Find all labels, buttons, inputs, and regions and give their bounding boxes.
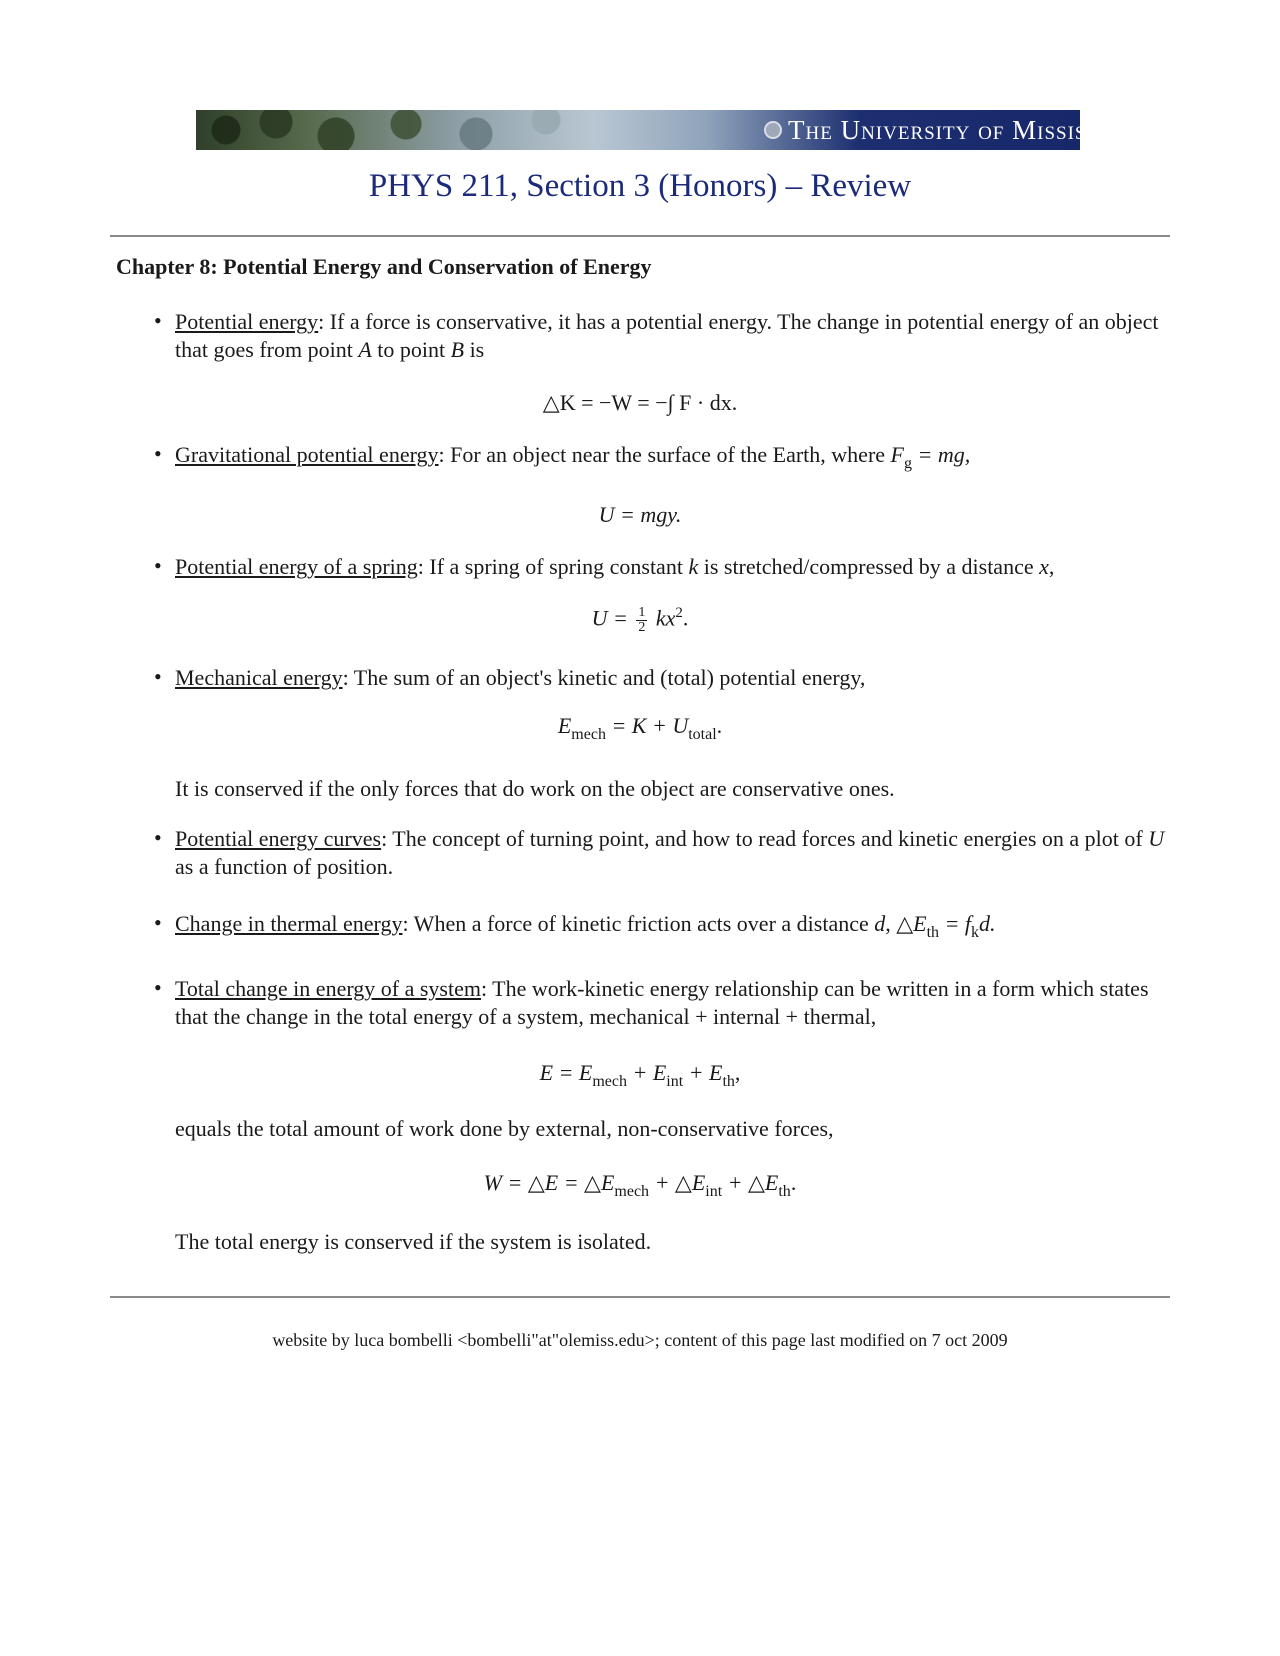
term-spring: Potential energy of a spring — [175, 554, 418, 579]
eq-part: + E — [683, 1060, 723, 1085]
eq-sub: th — [778, 1183, 791, 1200]
item-text: is — [464, 337, 485, 362]
page-footer: website by luca bombelli <bombelli"at"olemiss.edu>; content of this page last modified on 7 oct 2009 — [272, 1330, 1008, 1350]
symbol-u: U — [1148, 826, 1165, 851]
eq-exponent: 2 — [675, 605, 683, 621]
eq-sub: int — [705, 1183, 723, 1200]
equation-gravitational: U = mgy. — [598, 502, 682, 527]
bullet-curves: • — [154, 825, 162, 850]
eq-end: . — [790, 1170, 797, 1195]
eq-part: + △E — [722, 1170, 779, 1195]
term-potential-energy: Potential energy — [175, 309, 319, 334]
eq-e: E — [557, 713, 572, 738]
item-text: : If a force is conservative, it has a potential energy. The change in potential energy of an object that goes from point — [175, 309, 1159, 362]
term-curves: Potential energy curves — [175, 826, 382, 851]
force-rhs: = mg, — [912, 442, 971, 467]
item-curves — [175, 825, 1165, 881]
eq-end: d. — [979, 911, 996, 936]
bullet-mechanical: • — [154, 664, 162, 689]
eq-rhs: kx — [650, 605, 676, 631]
item-mechanical — [175, 664, 1165, 692]
distance-d: d — [874, 911, 886, 936]
bullet-gravitational: • — [154, 441, 162, 466]
eq-part: W = △E = △E — [483, 1170, 615, 1195]
eq-part: + E — [626, 1060, 667, 1085]
bullet-spring: • — [154, 553, 162, 578]
bullet-thermal: • — [154, 910, 162, 935]
university-banner — [196, 110, 1136, 150]
equation-total-energy — [0, 1060, 1280, 1091]
item-text: , — [1048, 554, 1055, 579]
bullet-potential-energy: • — [154, 308, 162, 333]
university-name: The University of Mississippi — [788, 115, 1136, 145]
banner-trees-image — [196, 110, 616, 150]
force-subscript: g — [904, 455, 912, 472]
term-total: Total change in energy of a system — [175, 976, 481, 1001]
university-seal-icon — [764, 121, 782, 139]
distance-x: x — [1039, 554, 1049, 579]
top-divider — [110, 235, 1170, 237]
equation-spring — [0, 605, 1280, 635]
eq-fk: = f — [939, 911, 972, 936]
mechanical-note: It is conserved if the only forces that do work on the object are conservative ones. — [175, 776, 895, 801]
item-total — [175, 975, 1165, 1031]
fk-sub: k — [971, 924, 980, 941]
eq-end: . — [682, 605, 689, 631]
item-text: : The work-kinetic energy relationship can be written in a form which states that the change in the total energy of a system, mechanical + internal + thermal, — [175, 976, 1149, 1029]
eq-u-sub: total — [688, 726, 717, 743]
item-text: : For an object near the surface of the Earth, where — [438, 442, 891, 467]
eq-sub: mech — [592, 1073, 627, 1090]
bottom-divider — [110, 1296, 1170, 1298]
item-text: : When a force of kinetic friction acts over a distance — [402, 911, 875, 936]
item-text: as a function of position. — [175, 854, 394, 879]
spring-constant: k — [688, 554, 699, 579]
bullet-total: • — [154, 975, 162, 1000]
chapter-heading: Chapter 8: Potential Energy and Conservation of Energy — [116, 254, 652, 279]
item-text: : The sum of an object's kinetic and (total) potential energy, — [342, 665, 866, 690]
term-gravitational: Gravitational potential energy — [175, 442, 439, 467]
eq-part: + △E — [649, 1170, 706, 1195]
item-gravitational — [175, 441, 1165, 478]
eq-sub: th — [722, 1073, 735, 1090]
term-thermal: Change in thermal energy — [175, 911, 403, 936]
frac-numerator: 1 — [638, 604, 646, 620]
eq-part: E = E — [539, 1060, 593, 1085]
equation-mechanical — [0, 713, 1280, 744]
total-final-text: The total energy is conserved if the system is isolated. — [175, 1229, 652, 1254]
delta-e-sub: th — [926, 924, 940, 941]
eq-sub: int — [666, 1073, 684, 1090]
item-thermal — [175, 910, 1165, 947]
eq-end: , — [734, 1060, 741, 1085]
fraction-half — [636, 606, 647, 635]
item-text: , — [885, 911, 897, 936]
item-text: is stretched/compressed by a distance — [698, 554, 1040, 579]
item-text: : If a spring of spring constant — [417, 554, 689, 579]
item-spring — [175, 553, 1165, 581]
item-text: to point — [371, 337, 451, 362]
force-symbol: F — [890, 442, 904, 467]
item-text: : The concept of turning point, and how to read forces and kinetic energies on a plot of — [381, 826, 1149, 851]
term-mechanical: Mechanical energy — [175, 665, 343, 690]
eq-e-sub: mech — [571, 726, 606, 743]
eq-mid: = K + U — [605, 713, 689, 738]
equation-work — [0, 1170, 1280, 1201]
frac-denominator: 2 — [638, 619, 646, 635]
eq-sub: mech — [614, 1183, 650, 1200]
point-b: B — [450, 337, 465, 362]
equation-potential-energy: △K = −W = −∫ F · dx. — [542, 390, 738, 415]
item-potential-energy — [175, 308, 1165, 364]
page-title: PHYS 211, Section 3 (Honors) – Review — [368, 168, 912, 204]
eq-lhs: U = — [591, 605, 634, 631]
total-middle-text: equals the total amount of work done by external, non-conservative forces, — [175, 1116, 834, 1141]
delta-e-th: △E — [896, 911, 927, 936]
eq-end: . — [716, 713, 723, 738]
point-a: A — [358, 337, 372, 362]
